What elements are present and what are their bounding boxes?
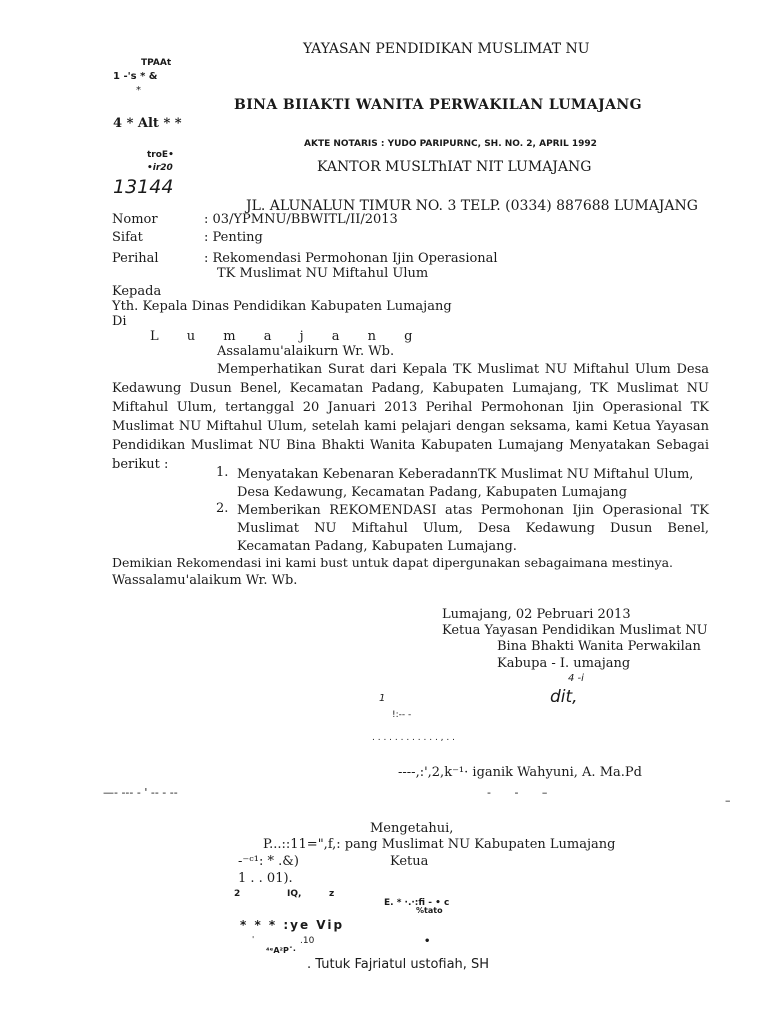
- foundation-title: YAYASAN PENDIDIKAN MUSLIMAT NU: [303, 41, 590, 57]
- salam-opening: Assalamu'alaikurn Wr. Wb.: [217, 344, 395, 359]
- number-13144: 13144: [113, 176, 174, 198]
- list-item-line1: Menyatakan Kebenaran KeberadannTK Muslimat NU Miftahul Ulum,: [237, 467, 694, 482]
- noise-4i: 4 -i: [568, 673, 584, 684]
- noise-10: .10: [300, 936, 315, 946]
- list-item: [237, 502, 709, 556]
- perihal-value-line1: : Rekomendasi Permohonan Ijin Operasional: [204, 251, 498, 266]
- noise-dots: . . . . . . . . . . . . , . .: [372, 733, 455, 743]
- noise-dit: dit,: [550, 687, 578, 707]
- noise-star: *: [136, 85, 141, 96]
- approver-organization: P...::11=",f,: pang Muslimat NU Kabupaten Lumajang: [263, 837, 616, 852]
- noise-dashes-right: - - –: [487, 786, 548, 799]
- noise-ir: •ir20: [147, 163, 173, 173]
- noise-iq: IQ,: [287, 889, 302, 899]
- list-item-rest: Muslimat NU Miftahul Ulum, Desa Kedawung Dusun Benel, Kecamatan Padang, Kabupaten Lumajang.: [237, 521, 709, 554]
- noise-tick: ': [252, 935, 255, 944]
- noise-ap: ⁴ᵉA²P˟·: [266, 946, 296, 955]
- signer-name: ----,:',2,k⁻¹· iganik Wahyuni, A. Ma.Pd: [398, 765, 642, 780]
- nomor-value: : 03/YPMNU/BBWITL/II/2013: [204, 212, 398, 227]
- noise-dot: •: [424, 936, 431, 947]
- noise-1s: 1 -'s * &: [113, 71, 158, 82]
- closing-statement: Demikian Rekomendasi ini kami bust untuk dapat dipergunakan sebagaimana mestinya.: [112, 555, 674, 570]
- bina-bhakti-title: BINA BIIAKTI WANITA PERWAKILAN LUMAJANG: [234, 97, 642, 113]
- nomor-label: Nomor: [112, 212, 158, 227]
- signer-position-line1: Ketua Yayasan Pendidikan Muslimat NU: [442, 623, 708, 638]
- signer-position-line2: Bina Bhakti Wanita Perwakilan: [497, 639, 701, 654]
- noise-alt: 4 * Alt * *: [113, 116, 182, 131]
- list-item-rest: Desa Kedawung, Kecamatan Padang, Kabupaten Lumajang: [237, 485, 628, 500]
- akte-notaris: AKTE NOTARIS : YUDO PARIPURNC, SH. NO. 2, APRIL 1992: [304, 139, 597, 149]
- mengetahui: Mengetahui,: [370, 821, 454, 836]
- place-date: Lumajang, 02 Pebruari 2013: [442, 607, 631, 622]
- list-item-line1: Memberikan REKOMENDASI atas Permohonan Ijin Operasional TK: [237, 503, 709, 518]
- noise-dash-far: –: [725, 794, 731, 807]
- kantor-title: KANTOR MUSLThIAT NIT LUMAJANG: [317, 159, 592, 175]
- sifat-label: Sifat: [112, 230, 143, 245]
- body-paragraph: [112, 360, 709, 474]
- noise-vip: * * * :ye Vip: [240, 918, 345, 932]
- noise-tpa: TPAAt: [141, 58, 172, 68]
- noise-troe: troE•: [147, 150, 174, 160]
- list-item-number: 2.: [216, 501, 229, 516]
- approver-name: . Tutuk Fajriatul ustofiah, SH: [307, 957, 490, 972]
- perihal-label: Perihal: [112, 251, 159, 266]
- signer-position-line3: Kabupa - I. umajang: [497, 656, 631, 671]
- sifat-value: : Penting: [204, 230, 263, 245]
- noise-2: 2: [234, 889, 241, 899]
- noise-e: E. * ·.·:fi - • c: [384, 898, 450, 908]
- list-item: [237, 466, 709, 502]
- noise-dashes-left: —- --- - ' -- - --: [103, 786, 178, 799]
- noise-small: !:-- -: [392, 710, 412, 720]
- office-address: JL. ALUNALUN TIMUR NO. 3 TELP. (0334) 887688 LUMAJANG: [246, 198, 698, 214]
- perihal-value-line2: TK Muslimat NU Miftahul Ulum: [217, 266, 429, 281]
- body-paragraph-line1: Memperhatikan Surat dari Kepala TK Muslimat NU Miftahul Ulum Desa: [217, 362, 709, 377]
- noise-01: 1 . . 01).: [238, 871, 293, 886]
- noise-1: 1: [379, 693, 386, 704]
- body-paragraph-rest: Kedawung Dusun Benel, Kecamatan Padang, Kabupaten Lumajang, TK Muslimat NU Miftahul Ulum, tertanggal 20 Januari 2013 Perihal Permohonan Ijin Operasional TK Muslimat NU Miftahul Ulum, setelah kami pelajari dengan seksama, kami Ketua Yayasan Pendidikan Muslimat NU Bina Bhakti Wanita Kabupaten Lumajang Menyatakan Sebagai berikut :: [112, 381, 709, 472]
- noise-z: z: [329, 889, 335, 899]
- kepada-label: Kepada: [112, 284, 162, 299]
- recipient-name: Yth. Kepala Dinas Pendidikan Kabupaten Lumajang: [112, 299, 452, 314]
- di-label: Di: [112, 314, 127, 329]
- noise-tato: %tato: [416, 906, 443, 915]
- recipient-city: L u m a j a n g: [150, 329, 413, 344]
- noise-line: -⁻ᶜ¹: * .&): [238, 854, 299, 869]
- salam-closing: Wassalamu'alaikum Wr. Wb.: [112, 573, 298, 588]
- list-item-number: 1.: [216, 465, 229, 480]
- approver-title: Ketua: [390, 854, 429, 869]
